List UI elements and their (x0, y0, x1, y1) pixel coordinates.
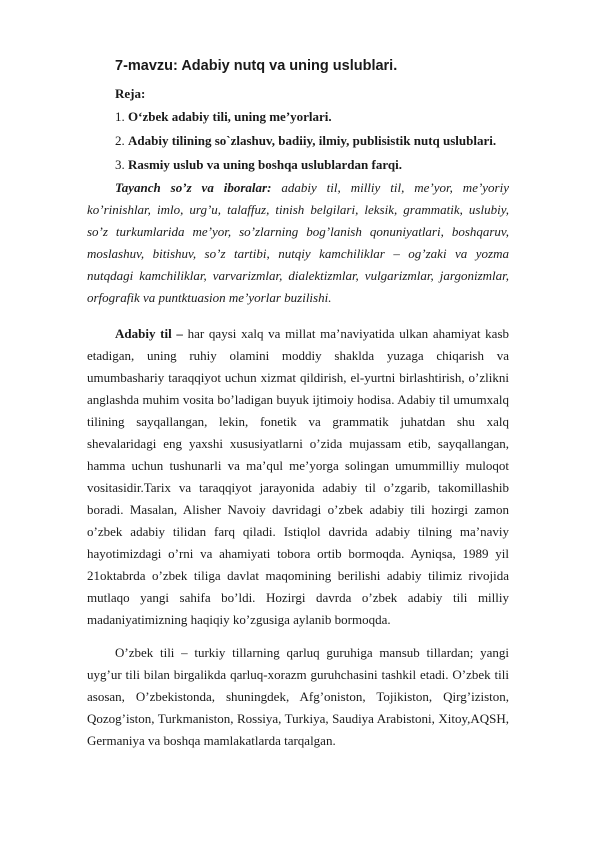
plan-item-text: Adabiy tilining so`zlashuv, badiiy, ilmiy, publisistik nutq uslublari. (128, 133, 497, 148)
plan-item-text: Rasmiy uslub va uning boshqa uslublardan farqi. (128, 157, 402, 172)
plan-item-2 (115, 133, 496, 149)
plan-item-1 (115, 109, 332, 125)
plan-item-number: 1. (115, 109, 128, 124)
plan-item-number: 3. (115, 157, 128, 172)
paragraph-body: har qaysi xalq va millat ma’naviyatida ulkan ahamiyat kasb etadigan, uning ruhiy olamini moddiy shaklda yuzaga chiqarish va umumbashariy taraqqiyot uchun xizmat qildirish, el-yurtni birlashtirish, o’zlikni anglashda muhim vosita bo’ladigan buyuk ijtimoiy hodisa. Adabiy til umumxalq tilining sayqallangan, lekin, fonetik va grammatik juhatdan shu xalq shevalaridagi eng yaxshi xususiyatlarni o’zida mujassam etib, sayqallangan, hamma uchun tushunarli va ma’qul me’yorga solingan umummilliy muloqot vositasidir.Tarix va taraqqiyot jarayonida adabiy til o’zgarib, takomillashib boradi. Masalan, Alisher Navoiy davridagi o’zbek adabiy tili hozirgi zamon o’zbek adabiy tilidan farq qiladi. Istiqlol davrida adabiy tilning ma’naviy hayotimizdagi o’rni va ahamiyati tobora ortib bormoqda. Ayniqsa, 1989 yil 21oktabrda o’zbek tiliga davlat maqomining berilishi adabiy tilimiz rivojida mutlaqo yangi sahifa bo’ldi. Hozirgi davrda o’zbek adabiy tili milliy madaniyatimizning haqiqiy ko’zgusiga aylanib bormoqda. (87, 326, 509, 627)
keywords-text: adabiy til, milliy til, me’yor, me’yoriy ko’rinishlar, imlo, urg’u, talaffuz, tinish belgilari, leksik, grammatik, uslubiy, so’z turkumlarida me’yor, so’zlarning bog’lanish qonuniyatlari, boshqaruv, moslashuv, bitishuv, so’z tartibi, nutqiy kamchiliklar – og’zaki va yozma nutqdagi kamchiliklar, varvarizmlar, dialektizmlar, vulgarizmlar, jargonizmlar, orfografik va puntktuasion me’yorlar buzilishi. (87, 180, 510, 305)
paragraph-adabiy-til (87, 323, 509, 631)
plan-item-3 (115, 157, 402, 173)
keywords-paragraph (87, 177, 509, 309)
paragraph-ozbek-tili: O’zbek tili – turkiy tillarning qarluq guruhiga mansub tillardan; yangi uyg’ur tili bilan birgalikda qarluq-xorazm guruhchasini tashkil etadi. O’zbek tili asosan, O’zbekistonda, shuningdek, Afg’oniston, Tojikiston, Qirg’iziston, Qozog’iston, Turkmaniston, Rossiya, Turkiya, Saudiya Arabistoni, Xitoy,AQSH, Germaniya va boshqa mamlakatlarda tarqalgan. (87, 645, 509, 748)
keywords-label: Tayanch so’z va iboralar: (115, 180, 272, 195)
page-title: 7-mavzu: Adabiy nutq va uning uslublari. (115, 58, 398, 74)
paragraph-lead-term: Adabiy til – (115, 326, 183, 341)
plan-item-text: O‘zbek adabiy tili, uning me’yorlari. (128, 109, 332, 124)
plan-label: Reja: (115, 86, 146, 101)
plan-item-number: 2. (115, 133, 128, 148)
